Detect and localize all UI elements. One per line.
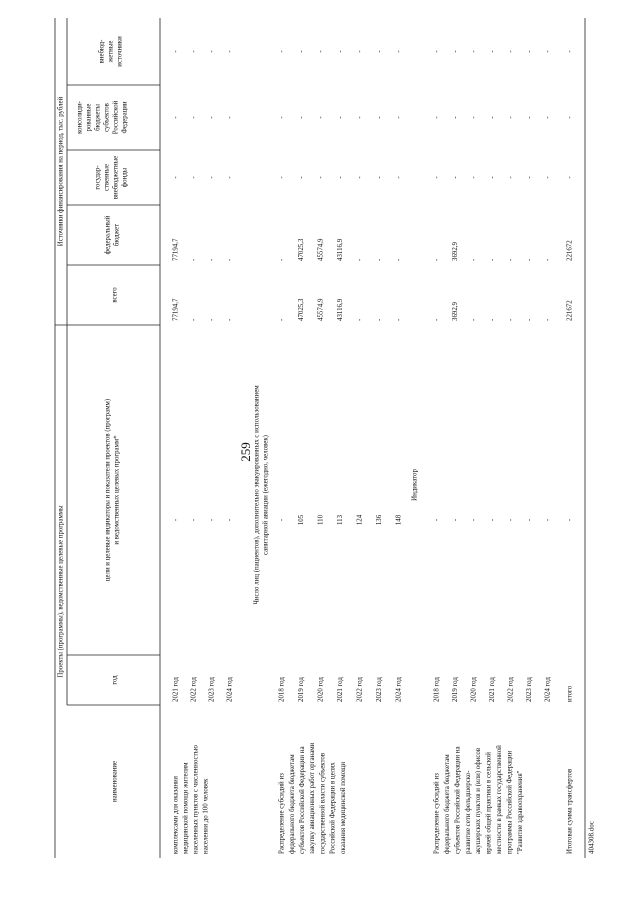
section3-consolidated-0: - xyxy=(433,116,441,119)
section3-name-line-3: развитие сети фельдшерско- xyxy=(464,770,472,854)
header-col-consolidated-line5: Российской xyxy=(112,100,120,135)
header-col-state-line3: внебюджетные xyxy=(112,155,120,200)
section3-consolidated-1: - xyxy=(452,116,460,119)
section2-consolidated-4: - xyxy=(356,116,364,119)
section2-extra-3: - xyxy=(337,50,345,53)
section2-name-line-1: федерального бюджета бюджетам xyxy=(288,754,296,854)
section3-total-4: - xyxy=(507,318,515,321)
section2-extra-6: - xyxy=(395,50,403,53)
section3-consolidated-3: - xyxy=(489,116,497,119)
section3-year-3: 2021 год xyxy=(489,677,497,702)
section3-indicator-6: - xyxy=(544,518,552,522)
section1-consolidated-3: - xyxy=(226,116,234,119)
section3-consolidated-2: - xyxy=(470,116,478,119)
header-col-name: наименование xyxy=(111,760,119,803)
section2-total-6: - xyxy=(395,318,403,321)
section3-extra-6: - xyxy=(544,50,552,53)
section2-consolidated-5: - xyxy=(376,116,384,119)
section1-extra-1: - xyxy=(190,50,198,53)
header-col-extra-line1: внебюд- xyxy=(98,39,106,64)
section3-year-5: 2023 год xyxy=(526,677,534,702)
section3-consolidated-6: - xyxy=(544,116,552,119)
section3-total-0: - xyxy=(433,318,441,321)
section3-state-6: - xyxy=(544,176,552,179)
footer-filename: 404308.doc xyxy=(587,821,596,854)
section1-federal-1: - xyxy=(190,258,198,261)
section3-indicator-2: - xyxy=(470,518,478,522)
section2-indicator-2: 110 xyxy=(317,514,325,526)
section3-total-2: - xyxy=(470,318,478,321)
section3-federal-4: - xyxy=(507,258,515,261)
section1-year-0: 2021 год xyxy=(172,677,180,702)
section1-indicator-0: - xyxy=(172,518,180,522)
section3-extra-2: - xyxy=(470,50,478,53)
section1-total-1: - xyxy=(190,318,198,321)
section3-total-5: - xyxy=(526,318,534,321)
section2-name-line-4: государственной власти субъектов xyxy=(319,752,327,854)
section2-federal-3: 43116,9 xyxy=(337,238,345,261)
section2-year-5: 2023 год xyxy=(376,677,384,702)
section1-indicator-3: - xyxy=(226,518,234,522)
section2-caption-line1: Число лиц (пациентов), дополнительно эвакуированных с использованием xyxy=(253,385,261,605)
totals-state: - xyxy=(566,176,574,179)
section3-name-line-8: "Развитие здравоохранения" xyxy=(516,770,524,854)
section3-federal-5: - xyxy=(526,258,534,261)
header-col-consolidated-line1: консолиди- xyxy=(76,101,84,134)
section3-state-0: - xyxy=(433,176,441,179)
section3-federal-6: - xyxy=(544,258,552,261)
section2-name-line-6: оказания медицинской помощи xyxy=(339,761,347,854)
section2-extra-0: - xyxy=(278,50,286,53)
header-col-consolidated-line2: рованные xyxy=(85,103,93,132)
section2-state-4: - xyxy=(356,176,364,179)
section1-year-1: 2022 год xyxy=(190,677,198,702)
section1-year-3: 2024 год xyxy=(226,677,234,702)
section3-name-line-5: врачей общей практики в сельской xyxy=(485,752,493,854)
section3-federal-2: - xyxy=(470,258,478,261)
header-col-consolidated-line4: субъектов xyxy=(103,103,111,132)
section2-federal-4: - xyxy=(356,258,364,261)
totals-consolidated: - xyxy=(566,116,574,119)
section1-total-0: 77194,7 xyxy=(172,298,180,321)
header-col-federal-line1: федеральный xyxy=(104,215,112,255)
section2-extra-1: - xyxy=(298,50,306,53)
section3-year-2: 2020 год xyxy=(470,677,478,702)
section1-extra-0: - xyxy=(172,50,180,53)
section2-extra-2: - xyxy=(317,50,325,53)
section3-year-4: 2022 год xyxy=(507,677,515,702)
section1-federal-0: 77194,7 xyxy=(172,238,180,261)
section2-year-0: 2018 год xyxy=(278,677,286,702)
section2-extra-5: - xyxy=(376,50,384,53)
totals-federal: 221672 xyxy=(566,240,574,261)
section1-state-0: - xyxy=(172,176,180,179)
header-col-extra-line2: жетные xyxy=(107,40,115,63)
section3-total-1: 3692,9 xyxy=(452,302,460,321)
section2-consolidated-1: - xyxy=(298,116,306,119)
section1-total-3: - xyxy=(226,318,234,321)
section1-state-2: - xyxy=(208,176,216,179)
section3-federal-3: - xyxy=(489,258,497,261)
section3-name-line-2: субъектов Российской Федерации на xyxy=(454,746,462,854)
section2-year-6: 2024 год xyxy=(395,677,403,702)
section3-extra-4: - xyxy=(507,50,515,53)
section3-consolidated-5: - xyxy=(526,116,534,119)
section2-state-6: - xyxy=(395,176,403,179)
section2-consolidated-6: - xyxy=(395,116,403,119)
section1-extra-3: - xyxy=(226,50,234,53)
section2-state-3: - xyxy=(337,176,345,179)
section2-total-4: - xyxy=(356,318,364,321)
section1-federal-2: - xyxy=(208,258,216,261)
section1-indicator-2: - xyxy=(208,518,216,522)
header-col-total: всего xyxy=(111,287,119,303)
section2-total-1: 47025,3 xyxy=(298,298,306,321)
section2-state-0: - xyxy=(278,176,286,179)
header-col-state-line1: государ- xyxy=(94,165,102,190)
section1-consolidated-1: - xyxy=(190,116,198,119)
section3-extra-0: - xyxy=(433,50,441,53)
section2-indicator-5: 136 xyxy=(376,514,384,526)
section2-consolidated-3: - xyxy=(337,116,345,119)
section3-state-3: - xyxy=(489,176,497,179)
section1-total-2: - xyxy=(208,318,216,321)
section3-indicator-0: - xyxy=(433,518,441,522)
section2-federal-5: - xyxy=(376,258,384,261)
section3-indicator-5: - xyxy=(526,518,534,522)
rotated-table-page xyxy=(55,18,596,858)
section1-consolidated-2: - xyxy=(208,116,216,119)
header-group-sources: Источники финансирования на период, тыс. рублей xyxy=(57,96,65,247)
section2-indicator-6: 148 xyxy=(395,514,403,526)
section1-consolidated-0: - xyxy=(172,116,180,119)
section2-indicator-1: 105 xyxy=(298,514,306,526)
section1-state-3: - xyxy=(226,176,234,179)
totals-year: итого xyxy=(566,685,574,702)
section3-state-2: - xyxy=(470,176,478,179)
section2-federal-6: - xyxy=(395,258,403,261)
header-group-projects: Проекты (программы), ведомственные целевые программы xyxy=(57,505,65,678)
section3-extra-5: - xyxy=(526,50,534,53)
section2-name-line-0: Распределение субсидий из xyxy=(278,773,286,854)
section2-name-line-3: закупку авиационных работ органами xyxy=(309,742,317,854)
section2-total-0: - xyxy=(278,318,286,321)
section3-extra-3: - xyxy=(489,50,497,53)
totals-total: 221672 xyxy=(566,300,574,321)
section3-name-line-7: программы Российской Федерации xyxy=(506,750,514,854)
section1-indicator-1: - xyxy=(190,518,198,522)
section1-state-1: - xyxy=(190,176,198,179)
section3-year-6: 2024 год xyxy=(544,677,552,702)
section3-state-4: - xyxy=(507,176,515,179)
section2-name-line-2: субъектов Российской Федерации на xyxy=(298,746,306,854)
section3-state-1: - xyxy=(452,176,460,179)
section3-total-6: - xyxy=(544,318,552,321)
section3-name-line-0: Распределение субсидий из xyxy=(433,773,441,854)
section3-state-5: - xyxy=(526,176,534,179)
section3-name-line-4: акушерских пунктов и (или) офисов xyxy=(475,747,483,854)
header-col-goals-line2: и ведомственных целевых программ* xyxy=(113,435,121,545)
section2-extra-4: - xyxy=(356,50,364,53)
section2-year-4: 2022 год xyxy=(356,677,364,702)
section2-federal-0: - xyxy=(278,258,286,261)
section2-total-5: - xyxy=(376,318,384,321)
section2-year-3: 2021 год xyxy=(337,677,345,702)
section2-total-2: 45574,9 xyxy=(317,298,325,321)
section2-federal-1: 47025,3 xyxy=(298,238,306,261)
section3-year-0: 2018 год xyxy=(433,677,441,702)
section2-year-1: 2019 год xyxy=(298,677,306,702)
header-col-state-line4: фонды xyxy=(121,167,129,188)
section1-name-line-2: населенных пунктов с численностью xyxy=(192,745,200,854)
page-number: 259 xyxy=(237,442,253,462)
section3-indicator-4: - xyxy=(507,518,515,522)
header-col-goals-line1: цели и целевые индикаторы и показатели проектов (программ) xyxy=(104,398,112,582)
section3-extra-1: - xyxy=(452,50,460,53)
section2-total-3: 43116,9 xyxy=(337,298,345,321)
section3-federal-0: - xyxy=(433,258,441,261)
section3-indicator-3: - xyxy=(489,518,497,522)
section1-name-line-1: медицинской помощи жителям xyxy=(182,762,190,854)
header-col-federal-line2: бюджет xyxy=(113,223,121,247)
section2-consolidated-0: - xyxy=(278,116,286,119)
totals-name: Итоговая сумма трансфертов xyxy=(566,768,574,854)
section2-state-1: - xyxy=(298,176,306,179)
section2-consolidated-2: - xyxy=(317,116,325,119)
header-col-extra-line3: источники xyxy=(116,36,124,67)
section2-name-line-5: Российской Федерации в целях xyxy=(329,762,337,854)
section1-extra-2: - xyxy=(208,50,216,53)
section2-indicator-4: 124 xyxy=(356,514,364,526)
section1-name-line-3: населения до 100 человек xyxy=(202,778,210,854)
section2-indicator-3: 113 xyxy=(337,514,345,526)
header-col-year: год xyxy=(111,675,119,685)
section3-federal-1: 3692,9 xyxy=(452,242,460,261)
section2-federal-2: 45574,9 xyxy=(317,238,325,261)
header-col-consolidated-line3: бюджеты xyxy=(94,104,102,131)
totals-indicator: - xyxy=(566,518,574,522)
section3-name-line-1: федерального бюджета бюджетам xyxy=(443,754,451,854)
section2-indicator-0: - xyxy=(278,518,286,522)
section2-state-5: - xyxy=(376,176,384,179)
header-col-consolidated-line6: Федерации xyxy=(121,101,129,134)
header-col-state-line2: ственные xyxy=(103,163,111,192)
section3-year-1: 2019 год xyxy=(452,677,460,702)
section3-caption: Индикатор xyxy=(411,469,419,501)
section1-name-line-0: комплексами для оказания xyxy=(172,776,180,854)
section3-total-3: - xyxy=(489,318,497,321)
section2-caption-line2: санитарной авиации (ежегодно, человек) xyxy=(262,435,270,555)
section1-year-2: 2023 год xyxy=(208,677,216,702)
section3-name-line-6: местности в рамках государственной xyxy=(495,745,503,854)
section3-indicator-1: - xyxy=(452,518,460,522)
section2-year-2: 2020 год xyxy=(317,677,325,702)
section3-consolidated-4: - xyxy=(507,116,515,119)
section2-state-2: - xyxy=(317,176,325,179)
totals-extra: - xyxy=(566,50,574,53)
section1-federal-3: - xyxy=(226,258,234,261)
